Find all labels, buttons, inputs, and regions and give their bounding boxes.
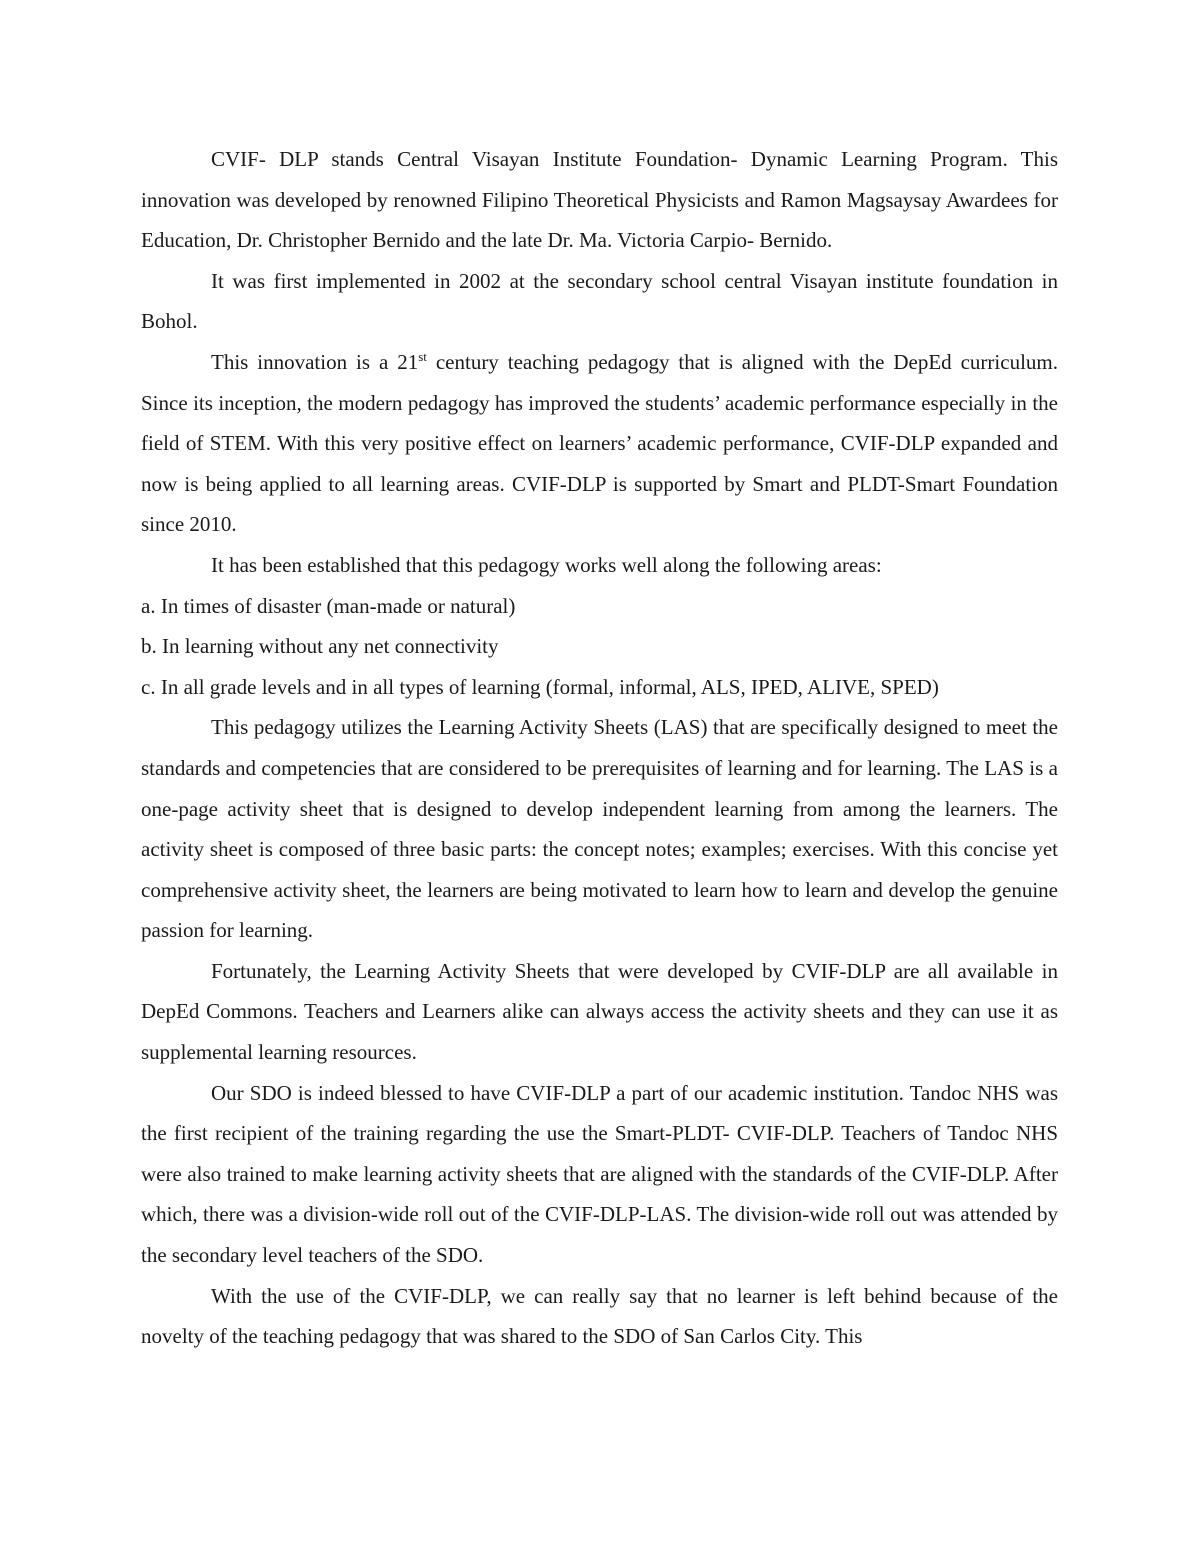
- paragraph-pedagogy: [141, 342, 1058, 545]
- list-item: c. In all grade levels and in all types of learning (formal, informal, ALS, IPED, ALIVE, SPED): [141, 674, 939, 699]
- paragraph-pedagogy-start: This innovation is a 21: [211, 349, 419, 374]
- paragraph-intro: CVIF- DLP stands Central Visayan Institute Foundation- Dynamic Learning Program. This innovation was developed by renowned Filipino Theoretical Physicists and Ramon Magsaysay Awardees for Education, Dr. Christopher Bernido and the late Dr. Ma. Victoria Carpio- Bernido.: [141, 147, 1058, 253]
- paragraph-areas-intro: It has been established that this pedagogy works well along the following areas:: [211, 552, 882, 577]
- paragraph-closing: With the use of the CVIF-DLP, we can really say that no learner is left behind because of the novelty of the teaching pedagogy that was shared to the SDO of San Carlos City. This: [141, 1283, 1058, 1349]
- paragraph-sdo: Our SDO is indeed blessed to have CVIF-DLP a part of our academic institution. Tandoc NHS was the first recipient of the training regarding the use the Smart-PLDT- CVIF-DLP. Teachers of Tandoc NHS were also trained to make learning activity sheets that are aligned with the standards of the CVIF-DLP. After which, there was a division-wide roll out of the CVIF-DLP-LAS. The division-wide roll out was attended by the secondary level teachers of the SDO.: [141, 1080, 1058, 1268]
- paragraph-las: This pedagogy utilizes the Learning Activity Sheets (LAS) that are specifically designed to meet the standards and competencies that are considered to be prerequisites of learning and for learning. The LAS is a one-page activity sheet that is designed to develop independent learning from among the learners. The activity sheet is composed of three basic parts: the concept notes; examples; exercises. With this concise yet comprehensive activity sheet, the learners are being motivated to learn how to learn and develop the genuine passion for learning.: [141, 715, 1058, 943]
- list-item: a. In times of disaster (man-made or natural): [141, 593, 516, 618]
- document-body: [141, 139, 1058, 1357]
- list-item: b. In learning without any net connectivity: [141, 634, 499, 659]
- ordinal-suffix: st: [418, 348, 427, 364]
- paragraph-deped-commons: Fortunately, the Learning Activity Sheets that were developed by CVIF-DLP are all available in DepEd Commons. Teachers and Learners alike can always access the activity sheets and they can use it as supplemental learning resources.: [141, 958, 1058, 1065]
- paragraph-implementation: It was first implemented in 2002 at the secondary school central Visayan institute foundation in Bohol.: [141, 268, 1058, 334]
- paragraph-pedagogy-rest: century teaching pedagogy that is aligned with the DepEd curriculum. Since its inception, the modern pedagogy has improved the students’ academic performance especially in the field of STEM. With this very positive effect on learners’ academic performance, CVIF-DLP expanded and now is being applied to all learning areas. CVIF-DLP is supported by Smart and PLDT-Smart Foundation since 2010.: [141, 349, 1058, 537]
